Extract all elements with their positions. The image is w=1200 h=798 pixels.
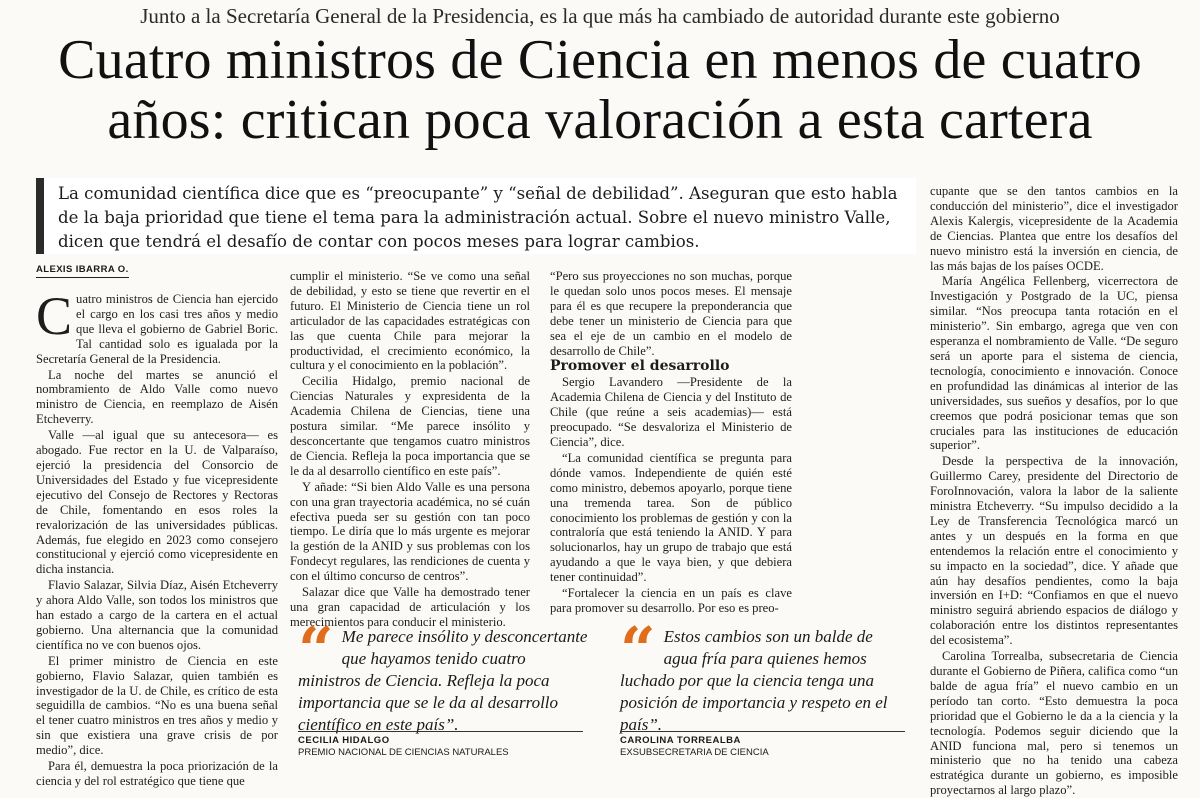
pull-quote-1 bbox=[298, 613, 588, 736]
paragraph: Valle —al igual que su antecesora— es abogado. Fue rector en la U. de Valparaíso, ejerció la presidencia del Consorcio de Universidades del Estado y fue vicepresidente ejecutivo del Consejo de Rectores y Rectoras de Chile, fomentando en esos roles la revalorización de las universidades públicas. Además, fue elegido en 2023 como consejero constitucional y ejerció como vicepresidente en dicha instancia. bbox=[36, 428, 278, 577]
deck-line-1: La comunidad científica dice que es “preocupante” y “señal de debilidad”. Aseguran que esto habla bbox=[58, 184, 898, 203]
headline bbox=[0, 30, 1200, 150]
paragraph: Salazar dice que Valle ha demostrado tener una gran capacidad de articulación y los merecimientos para conducir el ministerio. bbox=[290, 585, 530, 629]
paragraph: Para él, demuestra la poca priorización de la ciencia y del rol estratégico que tiene que bbox=[36, 759, 278, 788]
paragraph: María Angélica Fellenberg, vicerrectora de Investigación y Postgrado de la UC, piensa similar. “Nos preocupa tanta rotación en el ministerio”. Sin embargo, agrega que ven con esperanza el nombramiento de Valle. “De seguro será un aporte para el sistema de ciencia, tecnología, conocimiento e innovación. Conoce en profundidad las dinámicas al interior de las universidades, sus sueños y desafíos, por lo que creemos que podrá posicionar temas que son cruciales para las instituciones de educación superior”. bbox=[930, 274, 1178, 453]
paragraph: cupante que se den tantos cambios en la conducción del ministerio”, dice el investigador Alexis Kalergis, vicepresidente de la Academia de Ciencias. Plantea que entre los desafíos del nuevo ministro está la inversión en ciencia, de las más bajas de los países OCDE. bbox=[930, 184, 1178, 273]
paragraph: Sergio Lavandero —Presidente de la Academia Chilena de Ciencia y del Instituto de Chile (que reúne a seis academias)— está preocupado. “Se desvaloriza el Ministerio de Ciencia”, dice. bbox=[550, 375, 792, 449]
byline: ALEXIS IBARRA O. bbox=[36, 264, 129, 278]
article-column-1 bbox=[36, 286, 278, 788]
paragraph: “La comunidad científica se pregunta para dónde vamos. Independiente de quién esté como ministro, debemos apoyarlo, porque tiene una tremenda tarea. Son de público conocimiento los problemas de gestión y con la contraloría que está teniendo la ANID. Y para solucionarlos, hay un grupo de trabajo que está ayudando a que le vaya bien, y que debiera tener continuidad”. bbox=[550, 450, 792, 585]
drop-cap: C bbox=[36, 286, 73, 346]
headline-line-2: años: critican poca valoración a esta cartera bbox=[107, 89, 1093, 151]
pull-quote-2 bbox=[620, 613, 910, 736]
paragraph: Flavio Salazar, Silvia Díaz, Aisén Etcheverry y ahora Aldo Valle, son todos los ministros que han estado a cargo de la cartera en el actual gobierno. Una alternancia que la comunidad científica no ve con buenos ojos. bbox=[36, 578, 278, 652]
paragraph: La noche del martes se anunció el nombramiento de Aldo Valle como nuevo ministro de Ciencia, en reemplazo de Aisén Etcheverry. bbox=[36, 367, 278, 427]
paragraph: “Pero sus proyecciones no son muchas, porque le quedan solo unos pocos meses. El mensaje para él es que recupere la preponderancia que debe tener un ministerio de Ciencia para que sea el eje de un cambio en el modelo de desarrollo de Chile”. bbox=[550, 269, 792, 358]
quote-mark-icon: “ bbox=[620, 613, 656, 686]
pull-quote-text: Estos cambios son un balde de agua fría para quienes hemos luchado por que la ciencia tenga una posición de importancia y respeto en el país”. bbox=[620, 627, 888, 734]
pull-quote-attribution-2 bbox=[620, 731, 905, 759]
quote-author-role: PREMIO NACIONAL DE CIENCIAS NATURALES bbox=[298, 747, 509, 758]
deck-line-2: de la baja prioridad que tiene el tema para la administración actual. Sobre el nuevo ministro Valle, bbox=[58, 208, 891, 227]
article-column-4 bbox=[930, 184, 1178, 798]
quote-author-name: CECILIA HIDALGO bbox=[298, 735, 390, 746]
quote-author-role: EXSUBSECRETARIA DE CIENCIA bbox=[620, 747, 769, 758]
headline-line-1: Cuatro ministros de Ciencia en menos de cuatro bbox=[58, 29, 1142, 91]
pull-quote-text: Me parece insólito y desconcertante que hayamos tenido cuatro ministros de Ciencia. Refleja la poca importancia que se le da al desarrollo científico en este país”. bbox=[298, 627, 588, 734]
paragraph: Desde la perspectiva de la innovación, Guillermo Carey, presidente del Directorio de ForoInnovación, valora la labor de la saliente ministra Etcheverry. “Su impulso decidido a la Ley de Transferencia Tecnológica marcó un antes y un después en la forma en que entendemos la relación entre el conocimiento y su impacto en la sociedad”, dice. Y añade que aún hay desafíos pendientes, como la baja inversión en I+D: “Confiamos en que el nuevo ministro seguirá abriendo espacios de diálogo y colaboración entre los distintos representantes del ecosistema”. bbox=[930, 454, 1178, 648]
kicker: Junto a la Secretaría General de la Presidencia, es la que más ha cambiado de autoridad durante este gobierno bbox=[140, 4, 1060, 28]
paragraph: Y añade: “Si bien Aldo Valle es una persona con una gran trayectoria académica, no sé cuán efectiva pueda ser su gestión con tan poco tiempo. Le diría que lo más urgente es mejorar la gestión de la ANID y sus problemas con los Fondecyt regulares, las rendiciones de cuenta y con el último concurso de centros”. bbox=[290, 479, 530, 584]
paragraph: Carolina Torrealba, subsecretaria de Ciencia durante el Gobierno de Piñera, califica como “un balde de agua fría” el nuevo cambio en un período tan corto. “Esto demuestra la poca prioridad que el Gobierno le da a la ciencia y la tecnología. Podemos seguir diciendo que la ANID funciona mal, pero si tenemos un ministerio que no ha tenido una cabeza estratégica durante un gobierno, es imposible proyectarnos al largo plazo”. bbox=[930, 649, 1178, 798]
article-column-2 bbox=[290, 269, 530, 629]
article-column-3 bbox=[550, 269, 792, 619]
paragraph: cumplir el ministerio. “Se ve como una señal de debilidad, y esto se tiene que revertir en el futuro. El Ministerio de Ciencia tiene un rol articulador de las capacidades estratégicas con las que cuenta Chile para mejorar la productividad, el crecimiento económico, la cultura y el conocimiento en la población”. bbox=[290, 269, 530, 373]
quote-mark-icon: “ bbox=[298, 613, 334, 686]
paragraph bbox=[36, 286, 278, 367]
quote-author-name: CAROLINA TORREALBA bbox=[620, 735, 741, 746]
deck-line-3: dicen que tendrá el desafío de contar con pocos meses para lograr cambios. bbox=[58, 232, 700, 251]
paragraph: El primer ministro de Ciencia en este gobierno, Flavio Salazar, quien también es investigador de la U. de Chile, es crítico de esta seguidilla de cambios. “No es una buena señal el tener cuatro ministros en tres años y medio y sin que existiera una grave crisis de por medio”, dice. bbox=[36, 653, 278, 758]
paragraph-text: uatro ministros de Ciencia han ejercido el cargo en los casi tres años y medio que lleva el gobierno de Gabriel Boric. Tal cantidad solo es igualada por la Secretaría General de la Presidencia. bbox=[36, 292, 278, 366]
section-subhead: Promover el desarrollo bbox=[550, 358, 730, 375]
pull-quote-attribution-1 bbox=[298, 731, 583, 759]
paragraph: Cecilia Hidalgo, premio nacional de Ciencias Naturales y expresidenta de la Academia Chilena de Ciencias, tiene una postura similar. “Me parece insólito y desconcertante que tengamos cuatro ministros de Ciencia. Refleja la poca importancia que se le da al desarrollo científico en este país”. bbox=[290, 374, 530, 478]
deck-summary bbox=[36, 178, 916, 254]
paragraph: “Fortalecer la ciencia en un país es clave para promover su desarrollo. Por eso es preo- bbox=[550, 586, 792, 615]
